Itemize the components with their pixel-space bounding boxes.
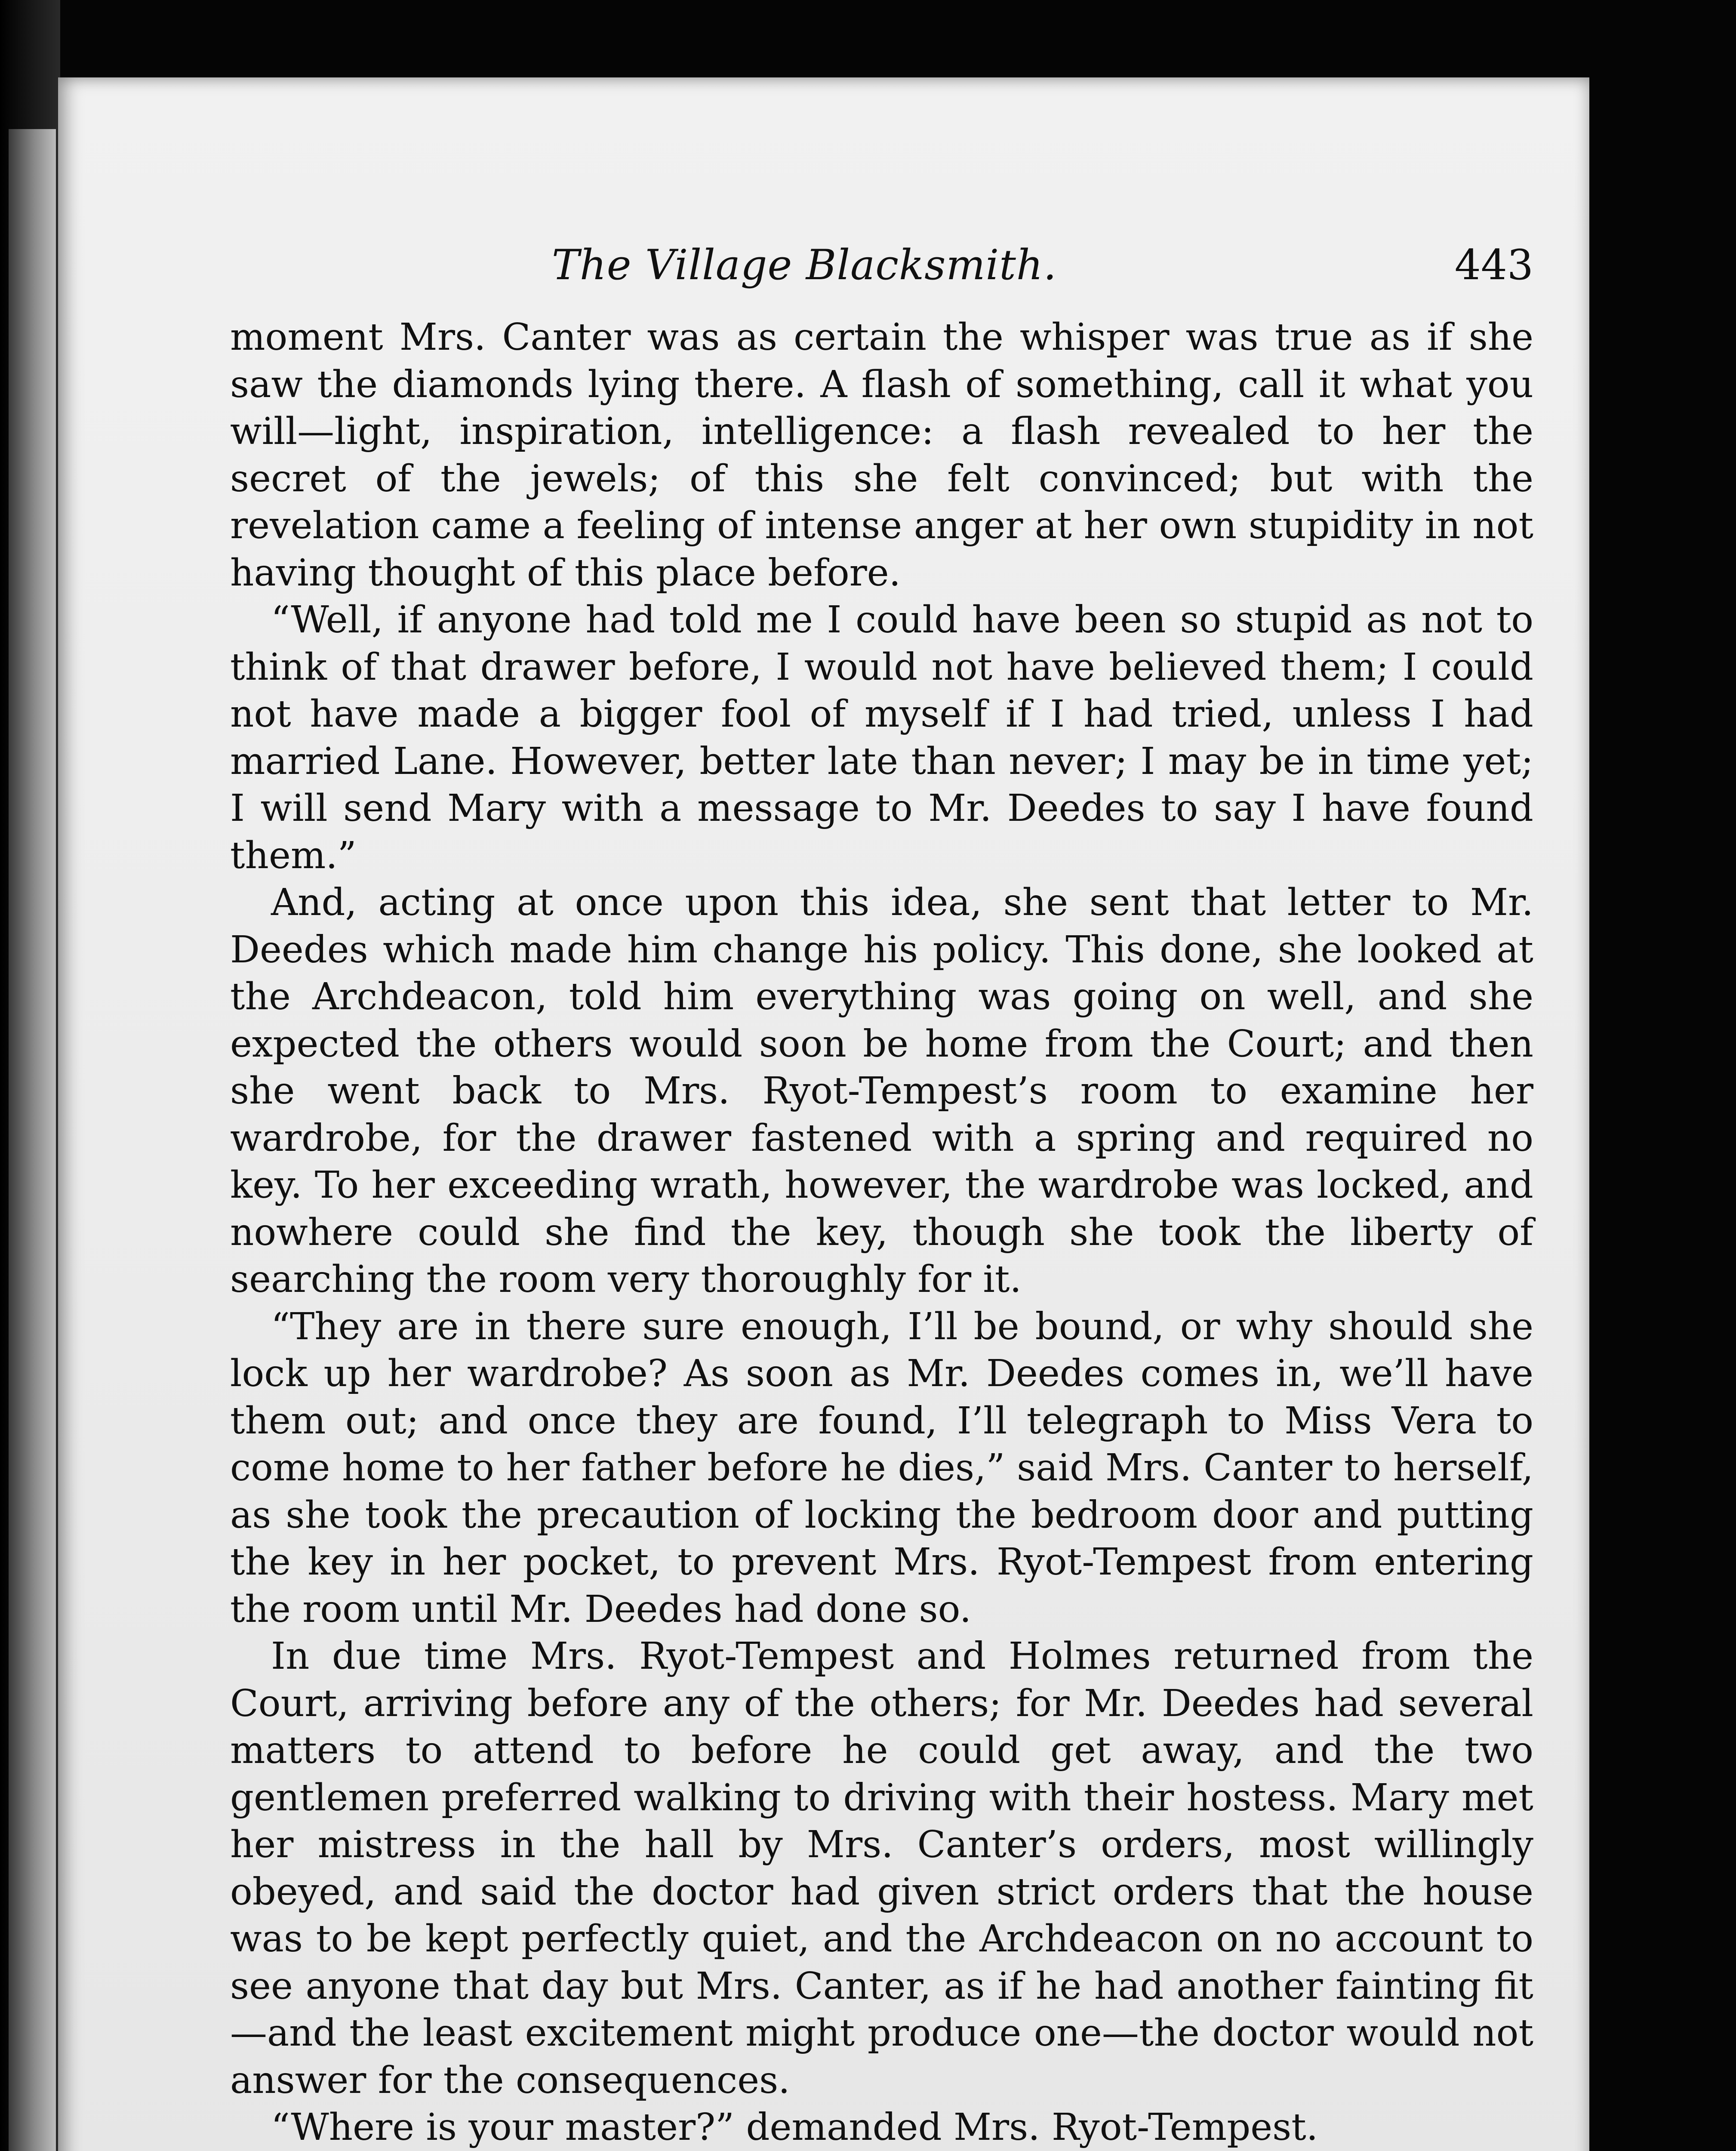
paragraph: And, acting at once upon this idea, she sent that letter to Mr. Deedes which made him change his policy. This done, she looked at the Archdeacon, told him everything was going on well, and she expected the others would soon be home from the Court; and then she went back to Mrs. Ryot-Tempest’s room to examine her wardrobe, for the drawer fastened with a spring and required no key. To her exceeding wrath, however, the wardrobe was locked, and nowhere could she find the key, though she took the liberty of searching the room very thoroughly for it. xyxy=(230,881,1533,1301)
book-page xyxy=(58,77,1589,2151)
paragraph: “Where is your master?” demanded Mrs. Ryot-Tempest. xyxy=(271,2106,1318,2149)
paragraph: moment Mrs. Canter was as certain the whisper was true as if she saw the diamonds lying there. A flash of something, call it what you will—light, inspiration, intelligence: a flash revealed to her the secret of the jewels; of this she felt convinced; but with the revelation came a feeling of intense anger at her own stupidity in not having thought of this place before. xyxy=(230,316,1533,595)
running-title: The Village Blacksmith. xyxy=(551,241,1057,289)
paragraph: In due time Mrs. Ryot-Tempest and Holmes returned from the Court, arriving before any of the others; for Mr. Deedes had several matters to attend to before he could get away, and the two gentlemen preferred walking to driving with their hostess. Mary met her mistress in the hall by Mrs. Canter’s orders, most willingly obeyed, and said the doctor had given strict orders that the house was to be kept perfectly quiet, and the Archdeacon on no account to see anyone that day but Mrs. Canter, as if he had another fainting fit—and the least excitement might produce one—the doctor would not answer for the consequences. xyxy=(230,1635,1533,2102)
previous-page-edge xyxy=(9,129,56,2151)
paragraph: “Well, if anyone had told me I could have been so stupid as not to think of that drawer before, I would not have believed them; I could not have made a bigger fool of myself if I had tried, unless I had married Lane. However, better late than never; I may be in time yet; I will send Mary with a message to Mr. Deedes to say I have found them.” xyxy=(230,598,1533,877)
page-header xyxy=(230,241,1533,314)
page-content xyxy=(230,241,1533,2151)
page-number: 443 xyxy=(1454,241,1533,289)
paragraph: “They are in there sure enough, I’ll be bound, or why should she lock up her wardrobe? As soon as Mr. Deedes comes in, we’ll have them out; and once they are found, I’ll telegraph to Miss Vera to come home to her father before he dies,” said Mrs. Canter to herself, as she took the precaution of locking the bedroom door and putting the key in her pocket, to prevent Mrs. Ryot-Tempest from entering the room until Mr. Deedes had done so. xyxy=(230,1305,1533,1631)
body-text xyxy=(230,314,1533,2151)
